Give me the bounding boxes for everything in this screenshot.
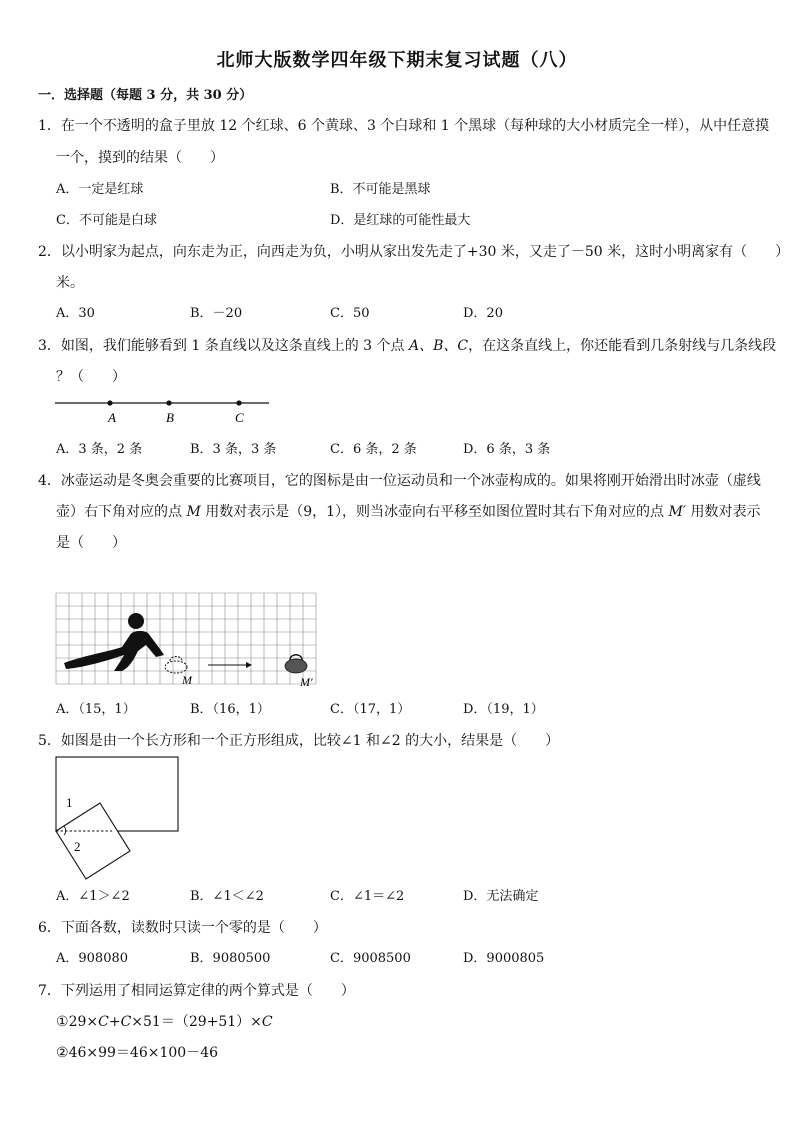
- point-a-dot: [107, 400, 112, 405]
- q2-stem-cont: 米。: [56, 275, 84, 291]
- q3-line-figure: [55, 395, 285, 425]
- q5-option-a[interactable]: A．∠1＞∠2: [56, 889, 130, 904]
- q2-option-b[interactable]: B．－20: [190, 306, 243, 321]
- curling-athlete-icon: [64, 613, 164, 671]
- point-b-label: B: [166, 410, 174, 425]
- q7-expression-2[interactable]: [56, 1043, 218, 1063]
- q4-option-d[interactable]: D．（19，1）: [463, 702, 544, 717]
- q2-stem: 2．以小明家为起点，向东走为正，向西走为负，小明从家出发先走了+30 米，又走了－50 米，这时小明离家有（ ）: [38, 244, 790, 260]
- q3-stem-points: A、B、C: [408, 338, 469, 354]
- q6-option-d[interactable]: D．9000805: [463, 951, 545, 966]
- q3-stem: [38, 336, 776, 356]
- q6-option-b[interactable]: B．9080500: [190, 951, 271, 966]
- section-heading: 一．选择题（每题 3 分，共 30 分）: [38, 88, 253, 103]
- curling-stone-start-icon: [165, 657, 187, 674]
- q3-option-b[interactable]: B．3 条，3 条: [190, 442, 277, 457]
- right-arrow-icon: [208, 662, 252, 668]
- circled-2-mark: ②: [56, 1045, 69, 1061]
- rotated-square: [56, 803, 130, 879]
- point-m-prime-label: M′: [300, 675, 313, 689]
- q3-option-a[interactable]: A．3 条，2 条: [56, 442, 143, 457]
- rectangle-square-figure: [52, 755, 192, 885]
- q4-option-c[interactable]: C．（17，1）: [330, 702, 411, 717]
- q1-option-d[interactable]: D．是红球的可能性最大: [330, 213, 471, 228]
- q1-option-b[interactable]: B．不可能是黑球: [330, 182, 431, 197]
- q1-option-c[interactable]: C．不可能是白球: [56, 213, 157, 228]
- q4-point-m-prime: M′: [668, 504, 687, 520]
- q3-option-c[interactable]: C．6 条，2 条: [330, 442, 417, 457]
- q5-option-d[interactable]: D．无法确定: [463, 889, 539, 904]
- circled-1-mark: ①: [56, 1014, 69, 1030]
- q1-option-a[interactable]: A．一定是红球: [56, 182, 144, 197]
- q1-stem-cont: 一个，摸到的结果（ ）: [56, 150, 224, 166]
- q4-stem: 4．冰壶运动是冬奥会重要的比赛项目，它的图标是由一位运动员和一个冰壶构成的。如果将刚开始滑出时冰壶（虚线: [38, 473, 761, 489]
- q5-option-b[interactable]: B．∠1＜∠2: [190, 889, 264, 904]
- page-title: 北师大版数学四年级下期末复习试题（八）: [216, 50, 578, 71]
- q7-expression-1[interactable]: [56, 1012, 273, 1032]
- curling-stone-end-icon: [285, 655, 307, 673]
- expr1-part2: ×51＝（29+51）×: [131, 1014, 262, 1030]
- q3-stem-part1: 3．如图，我们能够看到 1 条直线以及这条直线上的 3 个点: [38, 338, 409, 354]
- q2-option-d[interactable]: D．20: [463, 306, 503, 321]
- q4-option-b[interactable]: B．（16，1）: [190, 702, 270, 717]
- q4-stem-part2: 用数对表示是（9，1），则当冰壶向右平移至如图位置时其右下角对应的点: [200, 504, 669, 520]
- q2-option-c[interactable]: C．50: [330, 306, 370, 321]
- point-a-label: A: [108, 410, 116, 425]
- q4-point-m: M: [186, 504, 201, 520]
- curling-grid-figure: [56, 593, 322, 689]
- q5-stem: 5．如图是由一个长方形和一个正方形组成，比较∠1 和∠2 的大小，结果是（ ）: [38, 733, 560, 749]
- q1-stem: 1．在一个不透明的盒子里放 12 个红球、6 个黄球、3 个白球和 1 个黑球（每种球的大小材质完全一样），从中任意摸: [38, 118, 770, 134]
- point-c-label: C: [235, 410, 244, 425]
- q4-stem-part1: 壶）右下角对应的点: [56, 504, 187, 520]
- expr1-plus: +: [108, 1014, 121, 1030]
- q3-stem-cont: ？（ ）: [56, 369, 126, 385]
- angle-2-label: 2: [74, 839, 81, 854]
- expr2-text: 46×99＝46×100－46: [68, 1045, 219, 1061]
- q7-stem: 7．下列运用了相同运算定律的两个算式是（ ）: [38, 983, 355, 999]
- q3-stem-part2: ，在这条直线上，你还能看到几条射线与几条线段: [468, 338, 777, 354]
- angle-1-label: 1: [66, 795, 73, 810]
- q4-stem-cont2: 是（ ）: [56, 535, 126, 551]
- q4-stem-part3: 用数对表示: [686, 504, 761, 520]
- expr1-part1: 29×: [68, 1014, 99, 1030]
- grid: [56, 593, 316, 684]
- expr1-var-c: C: [98, 1014, 109, 1030]
- point-b-dot: [166, 400, 171, 405]
- q4-stem-cont: [56, 502, 760, 522]
- q5-option-c[interactable]: C．∠1＝∠2: [330, 889, 405, 904]
- q6-option-c[interactable]: C．9008500: [330, 951, 411, 966]
- q2-option-a[interactable]: A．30: [56, 306, 95, 321]
- expr1-var-c2: C: [120, 1014, 132, 1030]
- point-m-label: M: [182, 673, 192, 687]
- point-c-dot: [236, 400, 241, 405]
- expr1-var-c3: C: [261, 1014, 273, 1030]
- q4-option-a[interactable]: A．（15，1）: [56, 702, 136, 717]
- q3-option-d[interactable]: D．6 条，3 条: [463, 442, 551, 457]
- q6-stem: 6．下面各数，读数时只读一个零的是（ ）: [38, 920, 327, 936]
- q6-option-a[interactable]: A．908080: [56, 951, 129, 966]
